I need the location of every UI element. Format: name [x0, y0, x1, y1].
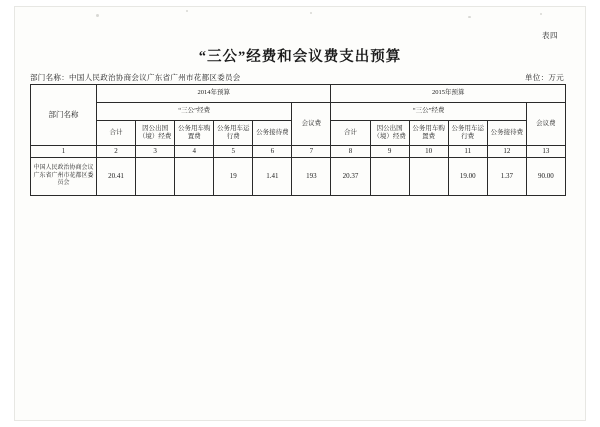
cell-2015-reception: 1.37 [487, 158, 526, 196]
column-number-1: 1 [31, 146, 97, 158]
column-number-2: 2 [97, 146, 136, 158]
department-label: 部门名称：中国人民政治协商会议广东省广州市花都区委员会 [30, 73, 241, 82]
column-number-8: 8 [331, 146, 370, 158]
header-2014-reception: 公务接待费 [253, 121, 292, 146]
cell-2014-meeting-fee: 193 [292, 158, 331, 196]
header-2015-abroad: 因公出国（境）经费 [370, 121, 409, 146]
table-row [31, 158, 566, 196]
cell-2015-meeting-fee: 90.00 [526, 158, 565, 196]
column-number-6: 6 [253, 146, 292, 158]
cell-2015-vehicle-operation: 19.00 [448, 158, 487, 196]
column-number-3: 3 [136, 146, 175, 158]
document-meta [30, 72, 564, 83]
header-year-2015: 2015年预算 [331, 85, 566, 103]
header-2015-total: 合计 [331, 121, 370, 146]
table-header-row-years [31, 85, 566, 103]
header-2015-reception: 公务接待费 [487, 121, 526, 146]
cell-2015-abroad [370, 158, 409, 196]
column-number-7: 7 [292, 146, 331, 158]
header-year-2014: 2014年预算 [97, 85, 331, 103]
header-2014-vehicle-purchase: 公务用车购置费 [175, 121, 214, 146]
header-2015-vehicle-purchase: 公务用车购置费 [409, 121, 448, 146]
header-2015-sangong: “三公”经费 [331, 103, 526, 121]
header-2014-meeting-fee: 会议费 [292, 103, 331, 146]
header-2015-vehicle-operation: 公务用车运行费 [448, 121, 487, 146]
header-2014-total: 合计 [97, 121, 136, 146]
form-number: 表四 [542, 31, 558, 40]
header-2015-meeting-fee: 会议费 [526, 103, 565, 146]
cell-2014-reception: 1.41 [253, 158, 292, 196]
header-department-name: 部门名称 [31, 85, 97, 146]
header-2014-abroad: 因公出国（境）经费 [136, 121, 175, 146]
budget-table [30, 84, 566, 196]
header-2014-sangong: “三公”经费 [97, 103, 292, 121]
cell-2015-total: 20.37 [331, 158, 370, 196]
page-title: “三公”经费和会议费支出预算 [198, 49, 402, 65]
cell-2014-vehicle-purchase [175, 158, 214, 196]
cell-2014-abroad [136, 158, 175, 196]
table-column-number-row [31, 146, 566, 158]
column-number-5: 5 [214, 146, 253, 158]
column-number-11: 11 [448, 146, 487, 158]
cell-2014-total: 20.41 [97, 158, 136, 196]
column-number-9: 9 [370, 146, 409, 158]
column-number-12: 12 [487, 146, 526, 158]
cell-2015-vehicle-purchase [409, 158, 448, 196]
column-number-10: 10 [409, 146, 448, 158]
row-department-name: 中国人民政治协商会议广东省广州市花都区委员会 [31, 158, 97, 196]
column-number-13: 13 [526, 146, 565, 158]
unit-label: 单位：万元 [525, 73, 564, 82]
column-number-4: 4 [175, 146, 214, 158]
table-header-row-groups [31, 103, 566, 121]
header-2014-vehicle-operation: 公务用车运行费 [214, 121, 253, 146]
cell-2014-vehicle-operation: 19 [214, 158, 253, 196]
